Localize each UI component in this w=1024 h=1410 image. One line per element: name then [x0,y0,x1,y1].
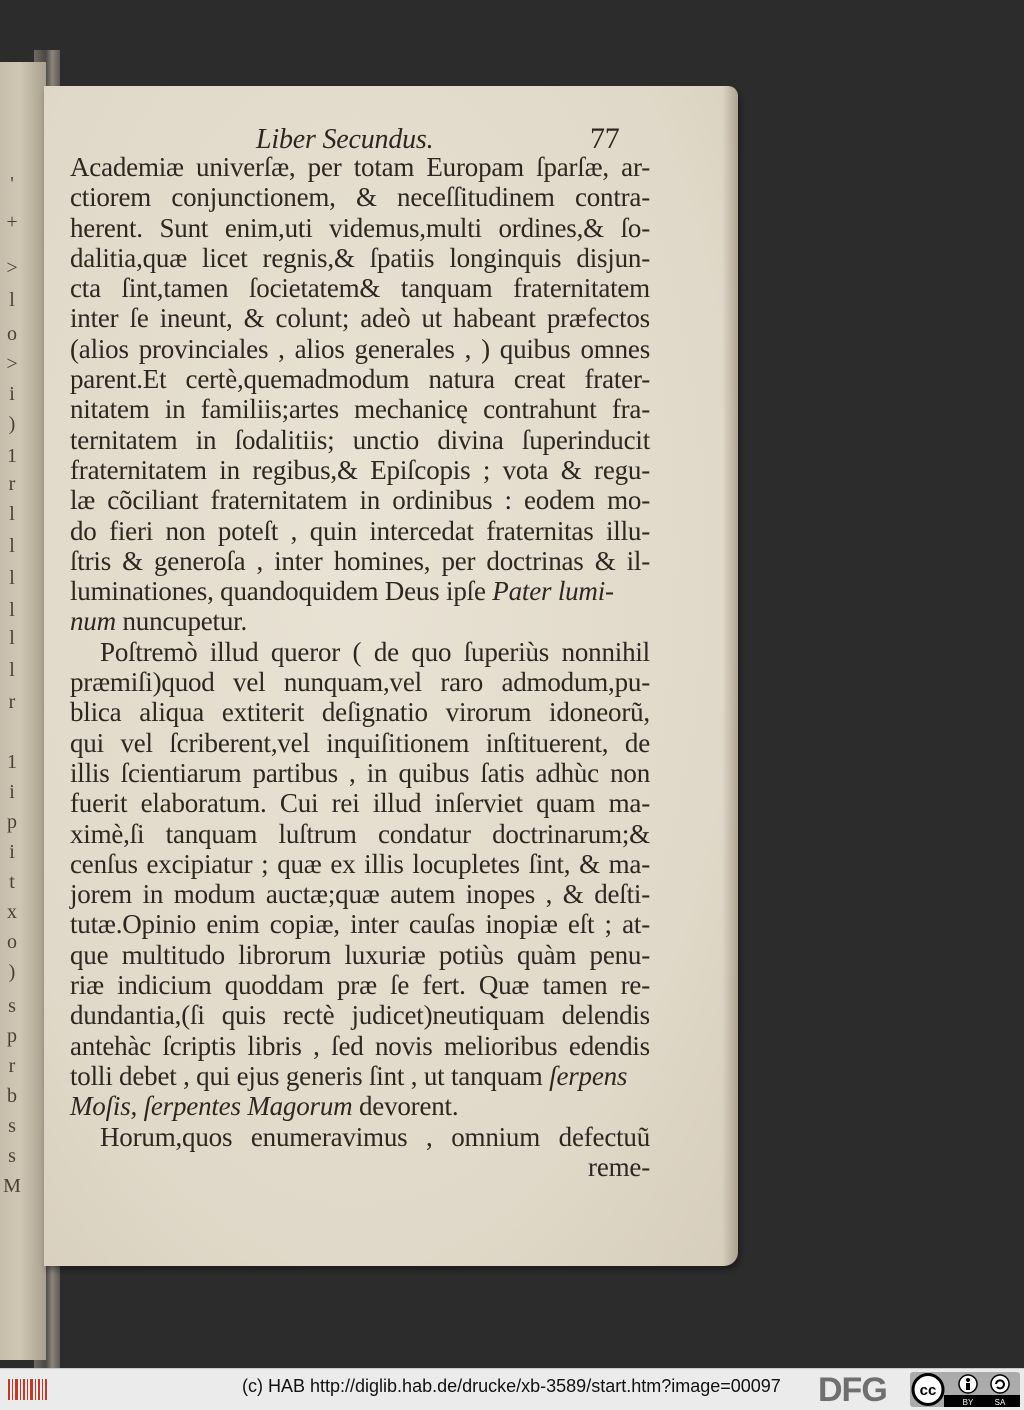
text-line: fuerit elaboratum. Cui rei illud inſerviet quam ma- [70,788,650,819]
text-line: præmiſi)quod vel nunquam,vel raro admodum,pu- [70,667,650,698]
text-line: Poſtremò illud queror ( de quo ſuperiùs nonnihil [100,636,650,667]
text-line [70,1061,650,1091]
dfg-logo: DFG [818,1371,887,1409]
text-line [70,1091,650,1121]
page-text [70,96,650,1182]
italic-text: ſerpens [549,1060,628,1091]
svg-text:SA: SA [994,1398,1006,1407]
svg-text:cc: cc [919,1382,937,1399]
text-line: tutæ.Opinio enim copiæ, inter cauſas inopiæ eſt ; at- [70,909,650,940]
text-line: illis ſcientiarum partibus , in quibus ſatis adhùc non [70,757,650,788]
catchword: reme- [588,1151,650,1182]
page-header [70,96,650,155]
text-segment: tolli debet , qui ejus generis ſint , ut tanquam [70,1060,543,1091]
text-line: dalitia,quæ licet regnis,& ſpatiis longinquis disjun- [70,242,650,273]
svg-text:BY: BY [962,1398,974,1407]
page-number: 77 [590,122,620,155]
text-line: læ cõciliant fraternitatem in ordinibus : eodem mo- [70,485,650,516]
text-line: dundantia,(ſi quis rectè judicet)neutiquam delendis [70,1000,650,1031]
running-title: Liber Secundus. [256,124,434,155]
text-line: que multitudo librorum luxuriæ potiùs quàm penu- [70,939,650,970]
text-line: cta ſint,tamen ſocietatem& tanquam fraternitatem [70,273,650,304]
text-line: inter ſe ineunt, & colunt; adeò ut habeant præfectos [70,303,650,334]
previous-page-edge: ' + > l o > i ) 1 r l l l l l l r 1 i p i t x o ) s p r b s s M [0,62,46,1360]
text-line: do fieri non poteſt , quin intercedat fraternitas illu- [70,515,650,546]
text-line: cenſus excipiatur ; quæ ex illis locupletes ſint, & ma- [70,848,650,879]
footer-bar [0,1368,1024,1410]
barcode-icon [6,1375,50,1404]
text-segment: devorent. [358,1091,459,1122]
text-line: antehàc ſcriptis libris , ſed novis melioribus edendis [70,1030,650,1061]
text-line: ternitatem in ſodalitiis; unctio divina ſuperinducit [70,424,650,455]
text-segment: nuncupetur. [122,606,247,637]
cc-by-sa-icon [910,1372,1020,1407]
text-line: jorem in modum auctæ;quæ autem inopes , & deſti- [70,879,650,910]
text-line: Academiæ univerſæ, per totam Europam ſparſæ, ar- [70,152,650,182]
text-line: nitatem in familiis;artes mechanicę contrahunt fra- [70,394,650,425]
text-line: (alios provinciales , alios generales , ) quibus omnes [70,333,650,364]
italic-text: Moſis, ſerpentes Magorum [70,1091,353,1122]
text-line: fraternitatem in regibus,& Epiſcopis ; vota & regu- [70,454,650,485]
page-fore-edge [722,86,738,1266]
text-line [70,606,650,636]
italic-text: num [70,606,116,637]
text-line: ctiorem conjunctionem, & neceſſitudinem contra- [70,182,650,213]
text-line: ximè,ſi tanquam luſtrum condatur doctrinarum;& [70,818,650,849]
text-line: parent.Et certè,quemadmodum natura creat frater- [70,364,650,395]
text-segment: luminationes, quandoquidem Deus ipſe [70,576,486,607]
text-line: ſtris & generoſa , inter homines, per doctrinas & il- [70,545,650,576]
text-line: blica aliqua extiterit deſignatio virorum idoneorũ, [70,697,650,728]
text-line [70,576,650,606]
italic-text: Pater lumi- [492,576,614,607]
text-line: Horum,quos enumeravimus , omnium defectuũ [100,1121,650,1152]
text-line: herent. Sunt enim,uti videmus,multi ordines,& ſo- [70,212,650,243]
text-line: riæ indicium quoddam præ ſe fert. Quæ tamen re- [70,970,650,1001]
citation-text: (c) HAB http://diglib.hab.de/drucke/xb-3589/start.htm?image=00097 [242,1376,781,1396]
text-line: qui vel ſcriberent,vel inquiſitionem inſtituerent, de [70,727,650,758]
